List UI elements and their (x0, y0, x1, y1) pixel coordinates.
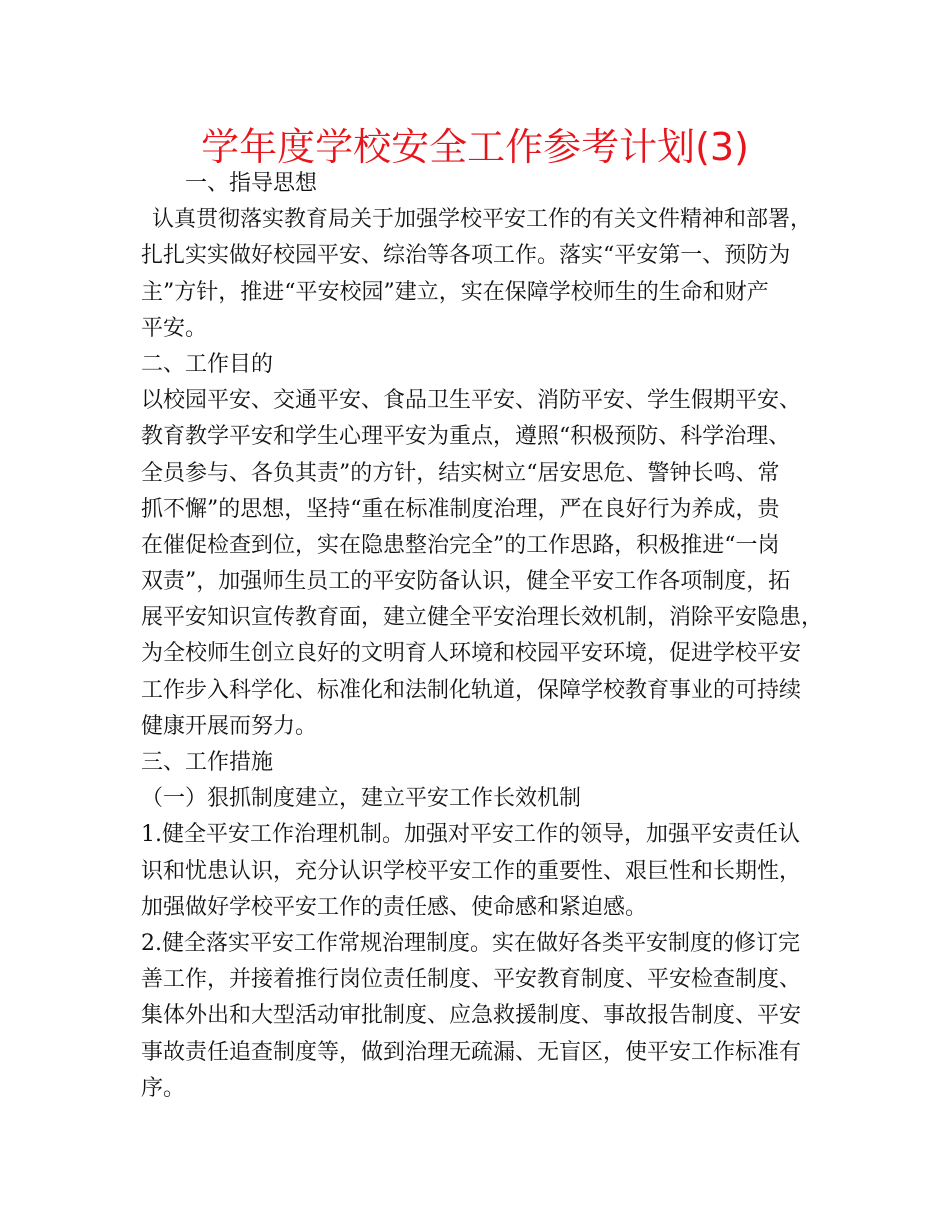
body-line: 展平安知识宣传教育面，建立健全平安治理长效机制，消除平安隐患， (141, 605, 824, 631)
body-line: 集体外出和大型活动审批制度、应急救援制度、事故报告制度、平安 (141, 1003, 802, 1029)
body-line: 双责”，加强师生员工的平安防备认识，健全平安工作各项制度，拓 (141, 569, 791, 595)
body-line: 三、工作措施 (141, 750, 274, 775)
body-line: 2.健全落实平安工作常规治理制度。实在做好各类平安制度的修订完 (141, 930, 800, 956)
body-line: 善工作，并接着推行岗位责任制度、平安教育制度、平安检查制度、 (141, 967, 802, 993)
body-line: 在催促检查到位，实在隐患整治完全”的工作思路，积极推进“一岗 (141, 532, 780, 558)
body-line: 认真贯彻落实教育局关于加强学校平安工作的有关文件精神和部署， (152, 207, 813, 233)
body-line: 加强做好学校平安工作的责任感、使命感和紧迫感。 (141, 894, 648, 920)
body-line: 一、指导思想 (185, 171, 318, 196)
body-line: 为全校师生创立良好的文明育人环境和校园平安环境，促进学校平安 (141, 641, 802, 667)
body-line: 平安。 (141, 315, 208, 341)
body-line: 扎扎实实做好校园平安、综治等各项工作。落实“平安第一、预防为 (141, 243, 791, 269)
body-line: 全员参与、各负其责”的方针，结实树立“居安思危、警钟长鸣、常 (141, 460, 780, 486)
body-line: 抓不懈”的思想，坚持“重在标准制度治理，严在良好行为养成，贵 (141, 496, 780, 522)
body-line: 工作步入科学化、标准化和法制化轨道，保障学校教育事业的可持续 (141, 677, 802, 703)
body-line: 健康开展而努力。 (141, 713, 318, 739)
body-line: 事故责任追查制度等，做到治理无疏漏、无盲区，使平安工作标准有 (141, 1039, 802, 1065)
body-line: 教育教学平安和学生心理平安为重点，遵照“积极预防、科学治理、 (141, 424, 791, 450)
body-line: （一）狠抓制度建立，建立平安工作长效机制 (141, 786, 582, 812)
body-line: 序。 (141, 1075, 186, 1101)
document-title: 学年度学校安全工作参考计划(3) (201, 125, 749, 169)
body-line: 以校园平安、交通平安、食品卫生平安、消防平安、学生假期平安、 (141, 388, 802, 414)
body-line: 1.健全平安工作治理机制。加强对平安工作的领导，加强平安责任认 (141, 822, 800, 848)
body-line: 二、工作目的 (141, 351, 274, 377)
body-line: 识和忧患认识，充分认识学校平安工作的重要性、艰巨性和长期性， (141, 858, 802, 884)
body-line: 主”方针，推进“平安校园”建立，实在保障学校师生的生命和财产 (141, 279, 769, 305)
document-body (141, 166, 841, 1107)
